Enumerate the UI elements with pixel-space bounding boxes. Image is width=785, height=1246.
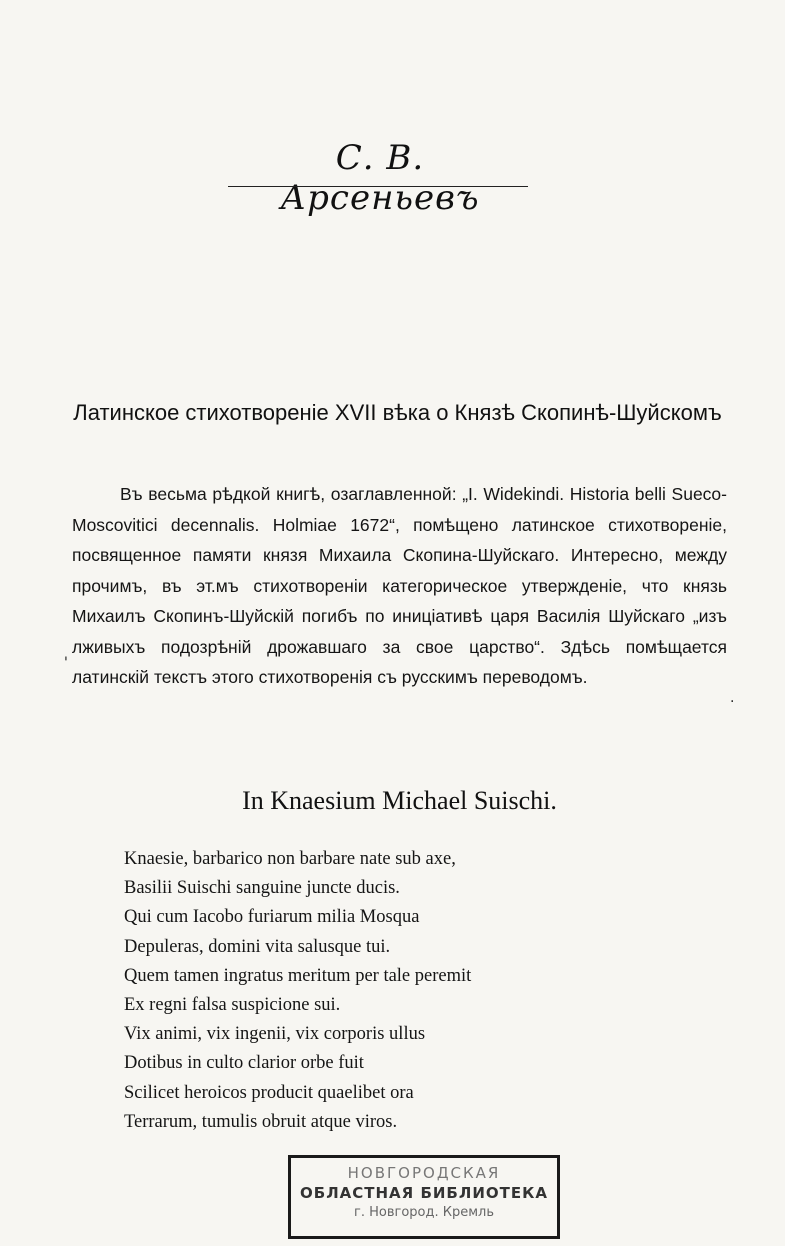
stamp-line: НОВГОРОДСКАЯ (347, 1164, 501, 1182)
stamp-line: ОБЛАСТНАЯ БИБЛИОТЕКА (300, 1184, 548, 1202)
poem-line: Knaesie, barbarico non barbare nate sub axe, (124, 849, 456, 869)
poem-title: In Knaesium Michael Suischi. (242, 786, 557, 815)
poem-line: Basilii Suischi sanguine juncte ducis. (124, 878, 400, 899)
article-body (72, 479, 727, 693)
poem-line: Ex regni falsa suspicione sui. (124, 995, 341, 1016)
poem-line: Dotibus in culto clarior orbe fuit (124, 1053, 364, 1074)
library-stamp (288, 1155, 560, 1239)
poem-line: Depuleras, domini vita salusque tui. (124, 936, 391, 957)
poem-line: Vix animi, vix ingenii, vix corporis ullus (124, 1024, 426, 1045)
author-name: С. В. Арсеньевъ (280, 138, 480, 218)
article-title: Латинское стихотвореніе XVII вѣка о Князѣ Скопинѣ-Шуйскомъ (73, 400, 722, 425)
margin-mark: . (730, 690, 735, 706)
poem-line: Qui cum Iacobo furiarum milia Mosqua (124, 907, 420, 928)
article-paragraph: Въ весьма рѣдкой книгѣ, озаглавленной: „I. Widekindi. Historia belli Sueco-Moscovitici decennalis. Holmiae 1672“, помѣщено латинское стихотвореніе, посвященное памяти князя Михаила Скопина-Шуйскаго. Интересно, между прочимъ, въ эт.мъ стихотвореніи категорическое утвержденіе, что князь Михаилъ Скопинъ-Шуйскій погибъ по иниціативѣ царя Василія Шуйскаго „изъ лживыхъ подозрѣній дрожавшаго за свое царство“. Здѣсь помѣщается латинскій текстъ этого стихотворенія съ русскимъ переводомъ. (72, 484, 727, 687)
poem-body (124, 845, 684, 1137)
poem-line: Quem tamen ingratus meritum per tale peremit (124, 965, 472, 986)
stamp-line: г. Новгород. Кремль (354, 1205, 494, 1220)
author-underline (228, 186, 528, 187)
poem-line: Terrarum, tumulis obruit atque viros. (124, 1111, 398, 1132)
poem-line: Scilicet heroicos producit quaelibet ora (124, 1082, 414, 1103)
margin-mark: ' (64, 655, 68, 671)
